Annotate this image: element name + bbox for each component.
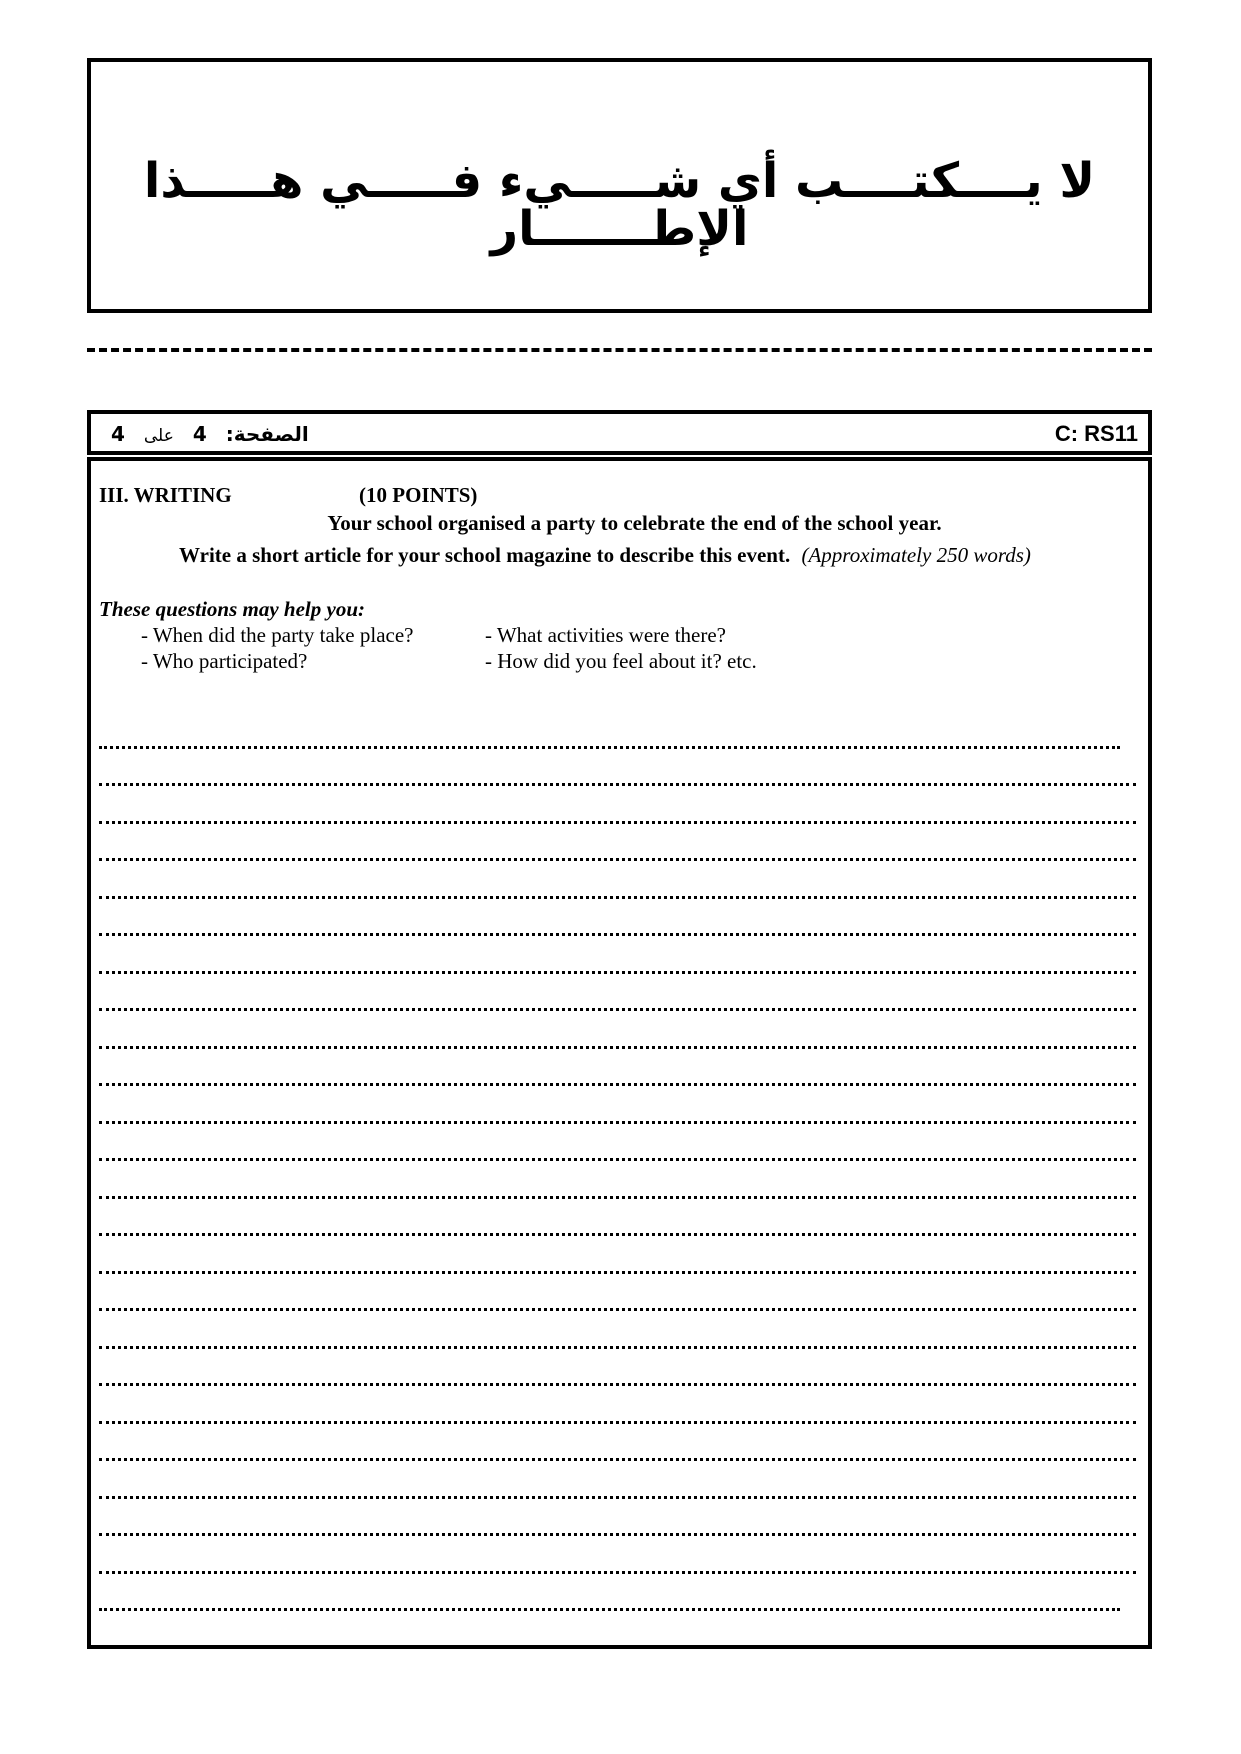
section-title: III. WRITING [99,483,232,507]
answer-line[interactable] [99,1274,1136,1312]
answer-line[interactable] [99,1124,1136,1162]
answer-line[interactable] [99,1311,1136,1349]
answer-line[interactable] [99,1199,1136,1237]
answer-line[interactable] [99,749,1136,787]
help-questions-title: These questions may help you: [99,597,365,621]
answer-line[interactable] [99,861,1136,899]
help-question: - How did you feel about it? etc. [485,649,757,673]
answer-line[interactable] [99,1049,1136,1087]
answer-line[interactable] [99,1161,1136,1199]
answer-line[interactable] [99,1461,1136,1499]
exam-code: C: RS11 [1054,421,1138,446]
prompt-instruction: Write a short article for your school magazine to describe this event. [179,543,791,567]
answer-line[interactable] [99,1086,1136,1124]
answer-line[interactable] [99,824,1136,862]
writing-section-box [87,457,1152,1649]
of-label: على [143,426,174,446]
prompt-line-1: Your school organised a party to celebrate the end of the school year. [327,511,942,535]
help-question: - Who participated? [141,649,308,673]
page-header-bar [87,410,1152,455]
answer-line[interactable] [99,1011,1136,1049]
answer-line[interactable] [99,711,1120,749]
word-count-hint: (Approximately 250 words) [801,543,1031,567]
answer-line[interactable] [99,1574,1120,1612]
help-question: - What activities were there? [485,623,726,647]
answer-line[interactable] [99,1499,1136,1537]
answer-line[interactable] [99,786,1136,824]
answer-line[interactable] [99,1349,1136,1387]
answer-line[interactable] [99,899,1136,937]
page-number-info [105,420,315,450]
page-total: 4 [111,422,125,446]
answer-line[interactable] [99,974,1136,1012]
do-not-write-box [87,58,1152,313]
prompt-line-2 [179,543,1031,568]
page-number: 4 [192,422,207,446]
help-question: - When did the party take place? [141,623,414,647]
answer-line[interactable] [99,936,1136,974]
answer-line[interactable] [99,1536,1136,1574]
section-points: (10 POINTS) [359,483,478,507]
answer-lines[interactable] [99,711,1136,1649]
answer-line[interactable] [99,1611,1120,1649]
do-not-write-text: لا يــــكتــــب أي شـــــيء فـــــي هـــــذا الإطـــــــار [143,153,1096,257]
page-label: الصفحة: [225,422,309,446]
answer-line[interactable] [99,1424,1136,1462]
answer-line[interactable] [99,1386,1136,1424]
cut-line-divider [87,348,1152,352]
answer-line[interactable] [99,1236,1136,1274]
